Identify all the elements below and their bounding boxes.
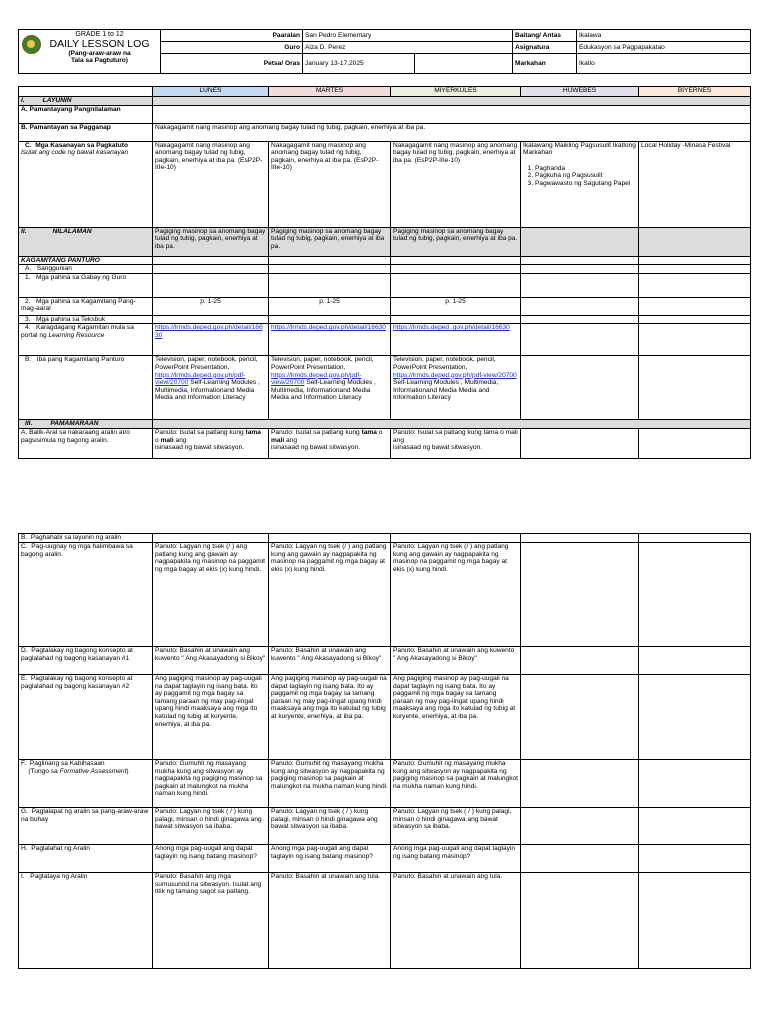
row-label: ) bbox=[126, 767, 129, 775]
grade-label: GRADE 1 to 12 bbox=[75, 31, 124, 38]
baitang-label: Baitang/ Antas bbox=[513, 30, 577, 42]
row-num: H. bbox=[21, 845, 28, 852]
row-num: 3. bbox=[25, 315, 31, 323]
pdf-link-martes[interactable]: https://lrmds.deped.gov.ph/pdf-view/20700 bbox=[271, 371, 362, 387]
text: Panuto: Isulat sa patlang kung bbox=[155, 428, 244, 436]
pagsusulit-heading: Ikalawang Maikling Pagsusulit Ikatlong Markahan bbox=[523, 141, 636, 157]
kagamitan-text: Self-Learning Modules , Multimedia, Informationand Media Media and Information Literacy bbox=[155, 379, 260, 402]
kasanayan-lunes: Nakagagamit nang masinop ang anomang bagay tulad ng tubig, pagkain, enerhiya at iba pa. (EsP2P-IIIe-10) bbox=[153, 141, 269, 227]
list-item: 3. Pagwawasto ng Sagutang Papel bbox=[535, 180, 636, 188]
row-sublabel: Isulat ang code ng bawat kasanayan bbox=[21, 149, 129, 157]
text-bold: mali bbox=[160, 436, 174, 444]
row-num: C. bbox=[25, 141, 32, 149]
petsa-label: Petsa/ Oras bbox=[161, 54, 303, 74]
text: mali bbox=[505, 428, 518, 436]
text: o bbox=[376, 428, 383, 436]
row-label: Paglalapat ng aralin sa pang-araw-araw na buhay bbox=[21, 808, 149, 823]
page-subtitle-2: Tala sa Pagtuturo) bbox=[70, 57, 129, 65]
day-header-blank bbox=[19, 87, 153, 97]
kagamitan-text: Television, paper, notebook, pencil, PowerPoint Presentation, bbox=[271, 356, 374, 371]
pagtataya-miyerkules: Panuto: Basahin at unawain ang tula. bbox=[391, 873, 521, 969]
pagtalakay-2-lunes: Ang pagiging masinop ay pag-uugali na dapat taglayin ng isang bata. Ito ay paggamit ng mga bagay sa tamang paraan ng may pag-iingat upang hindi maaksaya ang mga ito katulad ng tubig at kuryente, enerhiya, at iba pa. bbox=[153, 675, 269, 760]
nilalaman-miyerkules: Pagiging masinop sa anomang bagay tulad ng tubig, pagkain, enerhiya at iba pa. bbox=[391, 227, 521, 256]
row-num: I. bbox=[21, 873, 25, 880]
pagtalakay-2-miyerkules: Ang pagiging masinop ay pag-uugali na dapat taglayin ng isang bata. Ito ay paggamit ng mga bagay sa tamang paraan ng may pag-iingat upang hindi maaksaya ang mga ito katulad ng tubig at kuryente, enerhiya, at iba pa. bbox=[391, 675, 521, 760]
text: o bbox=[155, 436, 161, 444]
row-label-karagdagang-kagamitan bbox=[19, 324, 153, 356]
pagtalakay-2-martes: Ang pagiging masinop ay pag-uugali na dapat taglayin ng isang bata. Ito ay paggamit ng mga bagay sa tamang paraan ng may pag-iingat upang hindi maaksaya ang mga ito katulad ng tubig at kuryente, enerhiya, at iba pa. bbox=[269, 675, 391, 760]
row-label: Pagtataya ng Aralin bbox=[30, 873, 88, 880]
pagtalakay-1-martes: Panuto: Basahin at unawain ang kuwento " Ang Akasayadong si Bikoy" bbox=[269, 647, 391, 675]
section-label: NILALAMAN bbox=[52, 227, 92, 235]
section-layunin bbox=[19, 97, 153, 106]
row-label-gabay-ng-guro bbox=[19, 273, 153, 297]
asignatura-label: Asignatura bbox=[513, 42, 577, 54]
balik-aral-martes bbox=[269, 428, 391, 458]
paglinang-lunes: Panuto: Gumuhit ng masayang mukha kung ang sitwasyon ay nagpapakita ng pagiging masinop sa pagkain at malungkot na mukha naman kung hindi. bbox=[153, 760, 269, 808]
section-num: II. bbox=[21, 227, 27, 235]
pahina-martes: p. 1-25 bbox=[269, 297, 391, 315]
kagamitan-text: Self-Learning Modules , Multimedia, Informationand Media Media and Information Literacy bbox=[271, 379, 376, 402]
text: o bbox=[498, 428, 506, 436]
row-label: Balik-Aral sa nakaraang aralin at/o pagsisimula ng bagong aralin. bbox=[21, 428, 130, 444]
row-num: E. bbox=[21, 675, 28, 682]
row-num: B. bbox=[25, 356, 32, 364]
paaralan-label: Paaralan bbox=[161, 30, 303, 42]
day-header-biyernes: BIYERNES bbox=[639, 87, 751, 97]
row-num: D. bbox=[21, 647, 28, 654]
row-num: 1. bbox=[25, 273, 31, 281]
lrmds-link-martes[interactable]: https://lrmds.deped.gov.ph/detail/16630 bbox=[271, 324, 386, 332]
row-label-pag-uugnay bbox=[19, 543, 153, 647]
row-label: Paghahabi sa layunin ng aralin bbox=[30, 534, 122, 541]
row-num: F. bbox=[21, 760, 27, 767]
row-num: C. bbox=[21, 543, 28, 550]
row-label: Mga pahina sa Gabay ng Guro bbox=[36, 273, 127, 281]
row-label-pamantayan-sa-pagganap bbox=[19, 123, 153, 141]
pdf-link-lunes[interactable]: https://lrmds.deped.gov.ph/pdf-view/20700 bbox=[155, 371, 246, 387]
row-label: Pamantayan sa Pagganap bbox=[29, 123, 111, 131]
pahina-miyerkules: p. 1-25 bbox=[391, 297, 521, 315]
paglalapat-martes: Panuto: Lagyan ng tsek ( / ) kung palagi, minsan o hindi ginagawa ang bawat sitwasyon sa ibaba. bbox=[269, 808, 391, 845]
paglalahat-martes: Anong mga pag-uugali ang dapat taglayin ng isang batang masinop? bbox=[269, 845, 391, 873]
paglalahat-miyerkules: Anong mga pag-uugali ang dapat taglayin ng isang batang masinop? bbox=[391, 845, 521, 873]
balik-aral-lunes bbox=[153, 428, 269, 458]
section-num: I. bbox=[21, 97, 25, 104]
baitang-value: Ikalawa bbox=[577, 30, 751, 42]
pagtataya-martes: Panuto: Basahin at unawain ang tula. bbox=[269, 873, 391, 969]
kagamitan-martes bbox=[269, 356, 391, 420]
section-layunin-fill bbox=[153, 97, 751, 106]
row-num: G. bbox=[21, 808, 28, 815]
asignatura-value: Edukasyon sa Pagpapakatao bbox=[577, 42, 751, 54]
section-label: PAMAMARAAN bbox=[50, 420, 99, 428]
row-label-balik-aral bbox=[19, 428, 153, 458]
markahan-label: Markahan bbox=[513, 54, 577, 74]
row-label: Mga pahina sa Kagamitang Pang-mag-aaral bbox=[21, 297, 136, 313]
row-label-paglinang bbox=[19, 760, 153, 808]
section-kagamitang-panturo: KAGAMITANG PANTURO bbox=[19, 256, 153, 265]
text: Panuto: Isulat sa patlang kung bbox=[271, 428, 360, 436]
row-label-italic: Learning Resource bbox=[48, 331, 105, 339]
page-subtitle-1: (Pang-araw-araw na bbox=[68, 49, 131, 57]
row-label-teksbuk bbox=[19, 315, 153, 324]
row-label-paglalapat bbox=[19, 808, 153, 845]
row-num: 4. bbox=[25, 324, 31, 332]
row-label: Mga Kasanayan sa Pagkatuto bbox=[35, 141, 128, 149]
guro-value: Aiza D. Perez bbox=[303, 42, 513, 54]
row-value-pamantayang-pangnilalaman bbox=[153, 105, 751, 123]
row-label-paghahabi bbox=[19, 534, 153, 543]
row-label: Pagtalakay ng bagong konsepto at paglalahad ng bagong kasanayan #1 bbox=[21, 647, 133, 662]
row-label-pagtataya bbox=[19, 873, 153, 969]
lrmds-link-lunes[interactable]: https://lrmds.deped.gov.ph/detail/16630 bbox=[155, 324, 263, 339]
row-num: B. bbox=[21, 123, 28, 131]
paglalapat-miyerkules: Panuto: Lagyan ng tsek ( / ) kung palagi, minsan o hindi ginagawa ang bawat sitwasyon sa ibaba. bbox=[391, 808, 521, 845]
kagamitan-text: Television, paper, notebook, pencil, PowerPoint Presentation, bbox=[393, 356, 496, 371]
header-title-block bbox=[19, 30, 161, 74]
row-num: A. bbox=[21, 428, 28, 436]
kasanayan-miyerkules: Nakagagamit nang masinop ang anomang bagay tulad ng tubig, pagkain, enerhiya at iba pa. (EsP2P-IIIe-10) bbox=[391, 141, 521, 227]
text: ang bbox=[393, 436, 405, 444]
row-num: 2. bbox=[25, 297, 31, 305]
text: ang bbox=[173, 436, 187, 444]
nilalaman-lunes: Pagiging masinop sa anomang bagay tulad ng tubig, pagkain, enerhiya at iba pa. bbox=[153, 227, 269, 256]
day-header-miyerkules: MIYERKULES bbox=[391, 87, 521, 97]
row-label: Mga pahina sa Teksbuk bbox=[36, 315, 106, 323]
text-bold: mali bbox=[271, 436, 285, 444]
day-header-huwebes: HUWEBES bbox=[521, 87, 639, 97]
lesson-table-part1 bbox=[18, 86, 751, 459]
nilalaman-martes: Pagiging masinop sa anomang bagay tulad ng tubig, pagkain, enerhiya at iba pa. bbox=[269, 227, 391, 256]
pag-uugnay-lunes: Panuto: Lagyan ng tsek (/ ) ang patlang kung ang gawain ay nagpapakita ng masinop na paggamit ng mga bagay at ekis (x) kung hindi. bbox=[153, 543, 269, 647]
pag-uugnay-martes: Panuto: Lagyan ng tsek (/ ) ang patlang kung ang gawain ay nagpapakita ng masinop na paggamit ng mga bagay at ekis (x) kung hindi. bbox=[269, 543, 391, 647]
balik-aral-miyerkules bbox=[391, 428, 521, 458]
text: Panuto: Isulat sa patlang kung bbox=[393, 428, 482, 436]
nilalaman-biyernes bbox=[639, 227, 751, 256]
pdf-link-miyerkules[interactable]: https://lrmds.deped.gov.ph/pdf-view/20700 bbox=[393, 371, 517, 379]
text: isinasaad ng bawat sitwasyon. bbox=[271, 444, 361, 452]
paaralan-value: San Pedro Elementary bbox=[303, 30, 513, 42]
paglinang-martes: Panuto: Gumuhit ng masayang mukha kung ang sitwasyon ay nagpapakita ng pagiging masinop sa pagkain at malungkot na mukha naman kung hindi. bbox=[269, 760, 391, 808]
guro-label: Guro bbox=[161, 42, 303, 54]
lrmds-link-miyerkules[interactable]: https://lrmds.deped .gov.ph/detail/16630 bbox=[393, 324, 510, 332]
row-label: Pamantayang Pangnilalaman bbox=[29, 105, 121, 113]
row-num: B. bbox=[21, 534, 28, 541]
kagamitan-text: Self-Learning Modules , Multimedia, Informationand Media Media and Information Literacy bbox=[393, 379, 499, 402]
text: tama bbox=[483, 428, 499, 436]
row-value-pamantayan-sa-pagganap: Nakagagamit nang masinop ang anomang bagay tulad ng tubig, pagkain, enerhiya at iba pa. bbox=[153, 123, 751, 141]
petsa-value: January 13-17,2025 bbox=[303, 54, 415, 74]
pag-uugnay-miyerkules: Panuto: Lagyan ng tsek (/ ) ang patlang kung ang gawain ay nagpapakita ng masinop na paggamit ng mga bagay at ekis (x) kung hindi. bbox=[391, 543, 521, 647]
deped-logo bbox=[22, 35, 41, 54]
text: ang bbox=[284, 436, 298, 444]
row-label: (Tungo sa bbox=[28, 767, 60, 775]
pagtalakay-1-miyerkules: Panuto: Basahin at unawain ang kuwento " Ang Akasayadong si Bikoy" bbox=[391, 647, 521, 675]
list-item: 2. Pagkuha ng Pagsusulit bbox=[535, 172, 636, 180]
row-label: Iba pang Kagamitang Panturo bbox=[36, 356, 125, 364]
kasanayan-martes: Nakagagamit nang masinop ang anomang bagay tulad ng tubig, pagkain, enerhiya at iba pa. (EsP2P-IIIe-10) bbox=[269, 141, 391, 227]
section-pamamaraan-fill bbox=[153, 420, 751, 429]
text: isinasaad ng bawat sitwasyon. bbox=[155, 444, 245, 452]
row-label-sanggunian bbox=[19, 265, 153, 274]
row-label: Karagdagang Kagamitan mula sa portal ng bbox=[21, 324, 134, 339]
paglinang-miyerkules: Panuto: Gumuhit ng masayang mukha kung ang sitwasyon ay nagpapakita ng pagiging masinop sa pagkain at malungkot na mukha naman kung hindi. bbox=[391, 760, 521, 808]
nilalaman-huwebes bbox=[521, 227, 639, 256]
row-label: Pag-uugnay ng mga halimbawa sa bagong aralin. bbox=[21, 543, 133, 558]
section-label: LAYUNIN bbox=[42, 97, 72, 104]
header-table bbox=[18, 29, 751, 74]
text: isinasaad ng bawat sitwasyon. bbox=[393, 444, 483, 452]
paglalahat-lunes: Anong mga pag-uugali ang dapat taglayin ng isang batang masinop? bbox=[153, 845, 269, 873]
list-item: 1. Paghanda bbox=[535, 165, 636, 173]
kasanayan-huwebes bbox=[521, 141, 639, 227]
row-label-italic: Formative Assessment bbox=[59, 767, 127, 775]
paglalapat-lunes: Panuto: Lagyan ng tsek ( / ) kung palagi, minsan o hindi ginagawa ang bawat sitwasyon sa ibaba. bbox=[153, 808, 269, 845]
text-bold: tama bbox=[361, 428, 377, 436]
row-label-pagtalakay-1 bbox=[19, 647, 153, 675]
row-label: Pagtalakay ng bagong konsepto at paglalahad ng bagong kasanayan #2 bbox=[21, 675, 133, 690]
page-title: DAILY LESSON LOG bbox=[49, 37, 150, 50]
kasanayan-biyernes: Local Holiday -Minasa Festival bbox=[639, 141, 751, 227]
markahan-value: Ikatlo bbox=[577, 54, 751, 74]
section-num: III. bbox=[25, 420, 33, 428]
pagtalakay-1-lunes: Panuto: Basahin at unawain ang kuwento " Ang Akasayadong si Bikoy" bbox=[153, 647, 269, 675]
day-header-martes: MARTES bbox=[269, 87, 391, 97]
section-pamamaraan bbox=[19, 420, 153, 429]
section-nilalaman bbox=[19, 227, 153, 256]
row-label: Sanggunian bbox=[36, 265, 72, 273]
petsa-extra bbox=[415, 54, 513, 74]
row-num: A. bbox=[25, 265, 32, 273]
row-label: Paglinang sa Kabihasaan bbox=[29, 760, 105, 767]
pahina-lunes: p. 1-25 bbox=[153, 297, 269, 315]
kagamitan-text: Television, paper, notebook, pencil, PowerPoint Presentation, bbox=[155, 356, 258, 371]
row-label-kasanayan bbox=[19, 141, 153, 227]
kagamitan-lunes bbox=[153, 356, 269, 420]
pagtataya-lunes: Panuto: Basahin ang mga sumusunod na sitwasyon. Isulat ang titik ng tamang sagot sa patlang. bbox=[153, 873, 269, 969]
row-label-pagtalakay-2 bbox=[19, 675, 153, 760]
row-label-pamantayang-pangnilalaman bbox=[19, 105, 153, 123]
row-label-kagamitang-pang-mag-aaral bbox=[19, 297, 153, 315]
row-label-iba-pang-kagamitan bbox=[19, 356, 153, 420]
row-label-paglalahat bbox=[19, 845, 153, 873]
row-label: Paglalahat ng Aralin bbox=[31, 845, 90, 852]
kagamitan-miyerkules bbox=[391, 356, 521, 420]
day-header-lunes: LUNES bbox=[153, 87, 269, 97]
lesson-table-part2 bbox=[18, 533, 751, 969]
text-bold: tama bbox=[245, 428, 261, 436]
row-num: A. bbox=[21, 105, 28, 113]
